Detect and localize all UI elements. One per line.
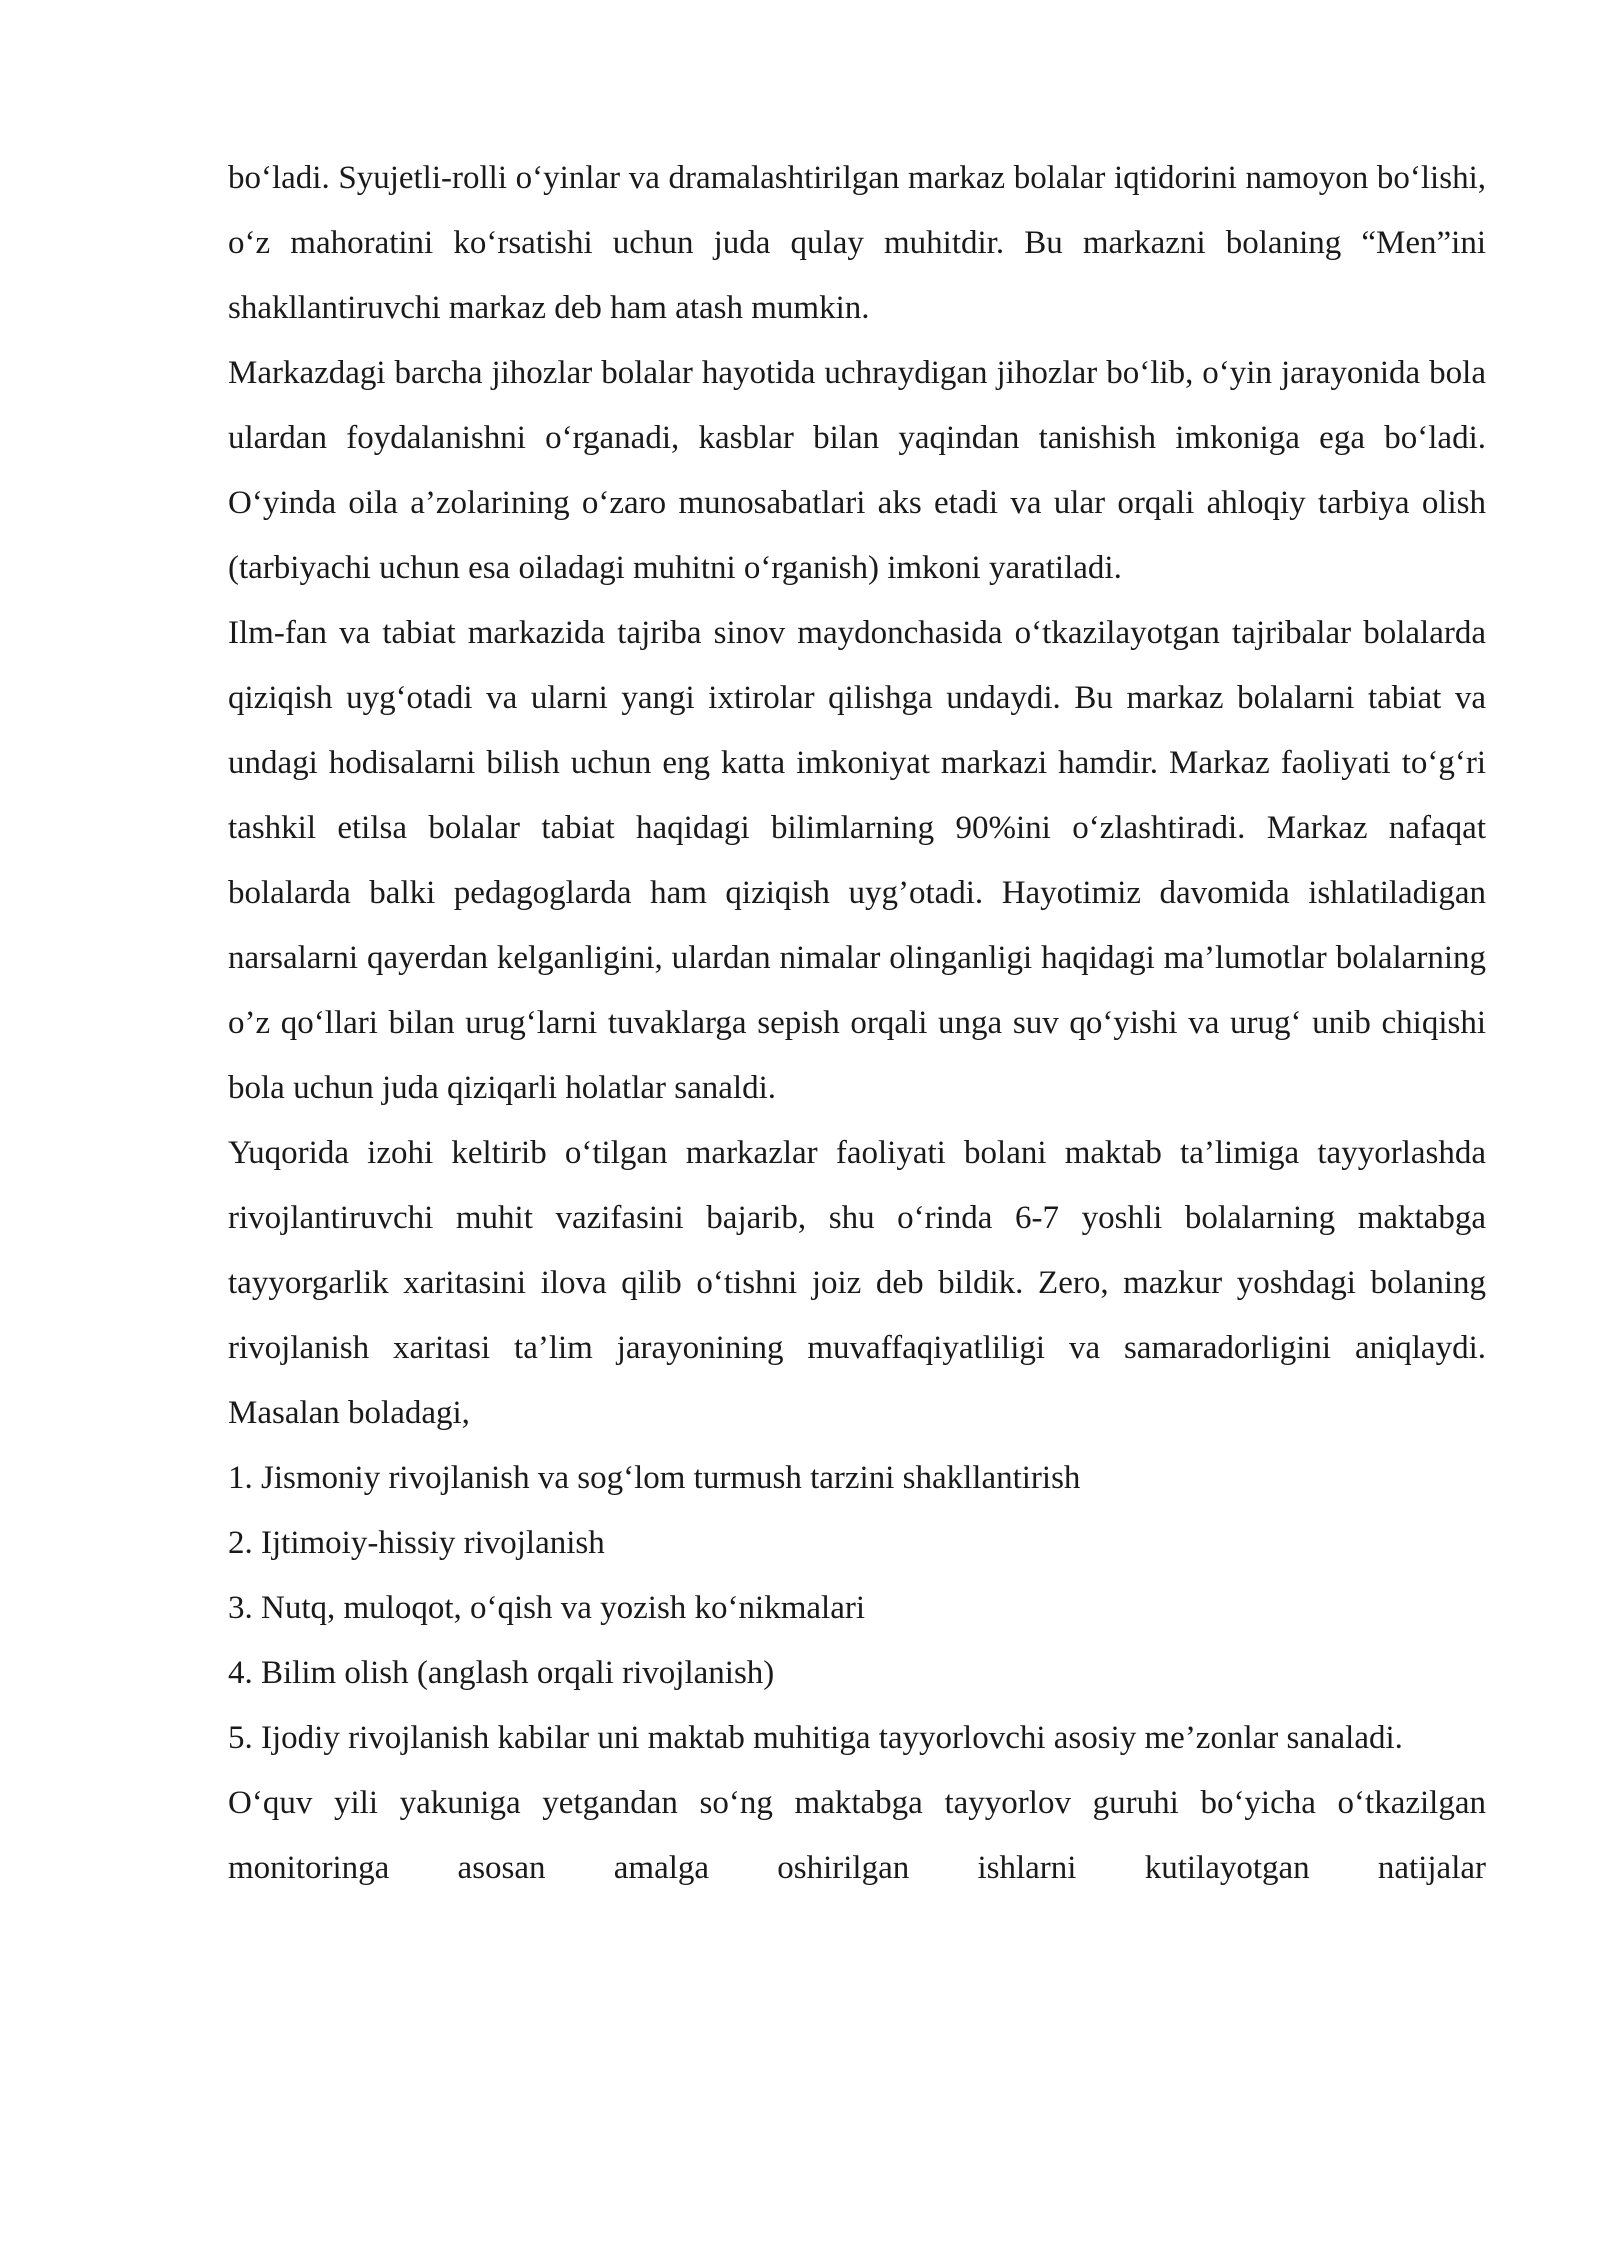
paragraph-2: Markazdagi barcha jihozlar bolalar hayotida uchraydigan jihozlar boʻlib, oʻyin jarayonida bola ulardan foydalanishni oʻrganadi, kasblar bilan yaqindan tanishish imkoniga ega boʻladi. Oʻyinda oila a’zolarining oʻzaro munosabatlari aks etadi va ular orqali ahloqiy tarbiya olish (tarbiyachi uchun esa oiladagi muhitni oʻrganish) imkoni yaratiladi.: [228, 355, 1486, 586]
list-item-2: 2. Ijtimoiy-hissiy rivojlanish: [228, 1525, 605, 1561]
list-item-5: 5. Ijodiy rivojlanish kabilar uni maktab muhitiga tayyorlovchi asosiy me’zonlar sanaladi.: [228, 1720, 1403, 1756]
list-item-4: 4. Bilim olish (anglash orqali rivojlanish): [228, 1655, 775, 1691]
paragraph-4: Yuqorida izohi keltirib oʻtilgan markazlar faoliyati bolani maktab ta’limiga tayyorlashda rivojlantiruvchi muhit vazifasini bajarib, shu oʻrinda 6-7 yoshli bolalarning maktabga tayyorgarlik xaritasini ilova qilib oʻtishni joiz deb bildik. Zero, mazkur yoshdagi bolaning rivojlanish xaritasi ta’lim jarayonining muvaffaqiyatliligi va samaradorligini aniqlaydi. Masalan boladagi,: [228, 1135, 1486, 1431]
paragraph-3: Ilm-fan va tabiat markazida tajriba sinov maydonchasida oʻtkazilayotgan tajribalar bolalarda qiziqish uygʻotadi va ularni yangi ixtirolar qilishga undaydi. Bu markaz bolalarni tabiat va undagi hodisalarni bilish uchun eng katta imkoniyat markazi hamdir. Markaz faoliyati toʻgʻri tashkil etilsa bolalar tabiat haqidagi bilimlarning 90%ini oʻzlashtiradi. Markaz nafaqat bolalarda balki pedagoglarda ham qiziqish uyg’otadi. Hayotimiz davomida ishlatiladigan narsalarni qayerdan kelganligini, ulardan nimalar olinganligi haqidagi ma’lumotlar bolalarning o’z qoʻllari bilan urugʻlarni tuvaklarga sepish orqali unga suv qoʻyishi va urugʻ unib chiqishi bola uchun juda qiziqarli holatlar sanaldi.: [228, 615, 1486, 1106]
paragraph-1: boʻladi. Syujetli-rolli oʻyinlar va dramalashtirilgan markaz bolalar iqtidorini namoyon boʻlishi, oʻz mahoratini koʻrsatishi uchun juda qulay muhitdir. Bu markazni bolaning “Men”ini shakllantiruvchi markaz deb ham atash mumkin.: [228, 160, 1486, 326]
list-item-3: 3. Nutq, muloqot, oʻqish va yozish koʻnikmalari: [228, 1590, 866, 1626]
list-item-1: 1. Jismoniy rivojlanish va sogʻlom turmush tarzini shakllantirish: [228, 1460, 1081, 1496]
final-paragraph: Oʻquv yili yakuniga yetgandan soʻng maktabga tayyorlov guruhi boʻyicha oʻtkazilgan monitoringa asosan amalga oshirilgan ishlarni kutilayotgan natijalar: [228, 1785, 1486, 1886]
document-body: [228, 146, 1486, 1901]
